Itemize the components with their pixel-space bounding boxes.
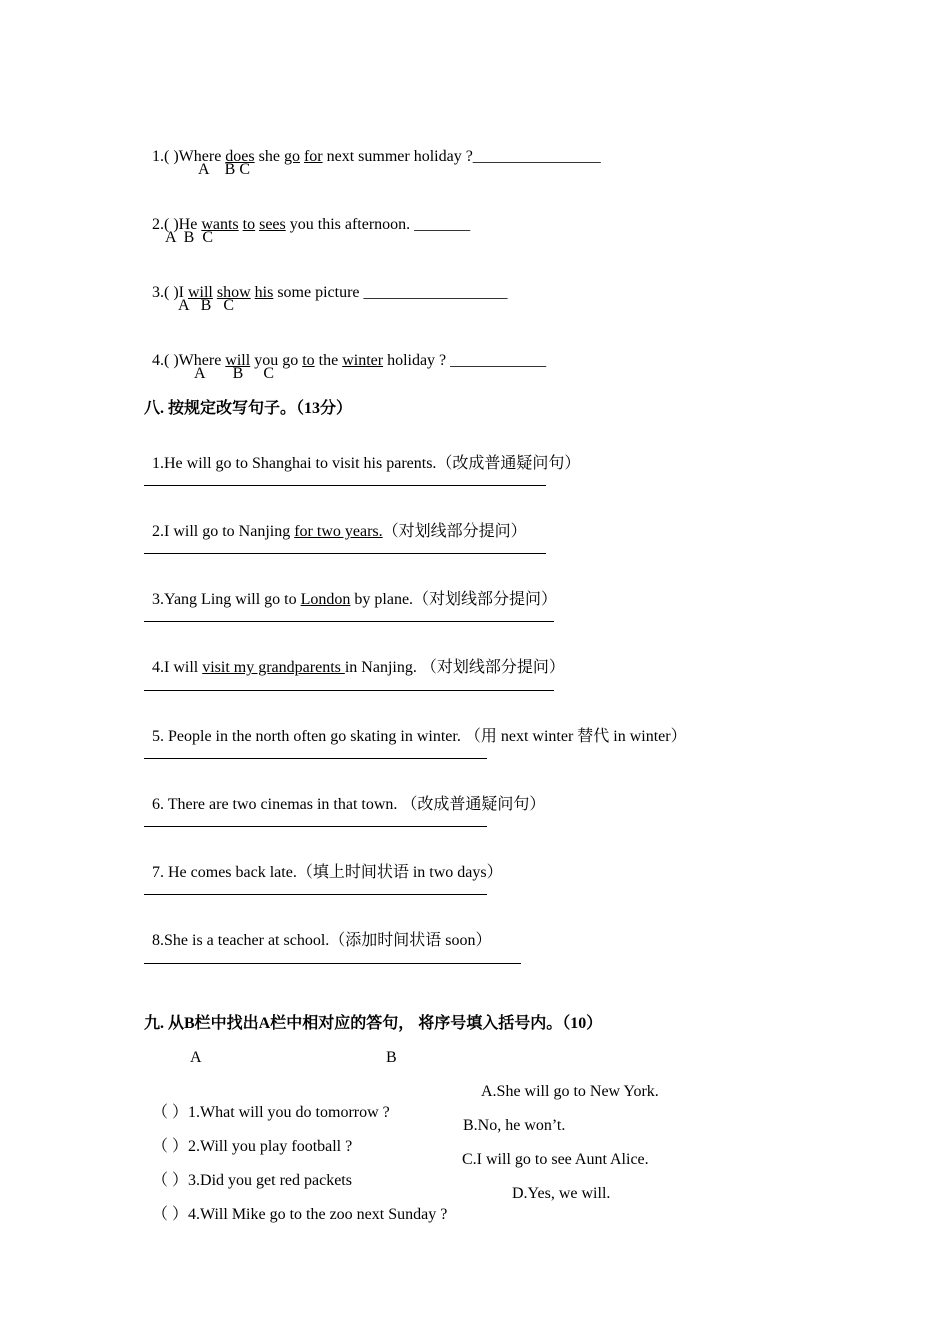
- answer-blank[interactable]: _______: [414, 216, 471, 233]
- instruction-note: （对划线部分提问）: [416, 659, 565, 676]
- instruction-note: （改成普通疑问句）: [436, 455, 581, 472]
- question-text: 1.What will you do tomorrow ?: [188, 1104, 390, 1121]
- rewrite-item-7: 7. He comes back late.（填上时间状语 in two days）: [152, 864, 503, 881]
- answer-blank[interactable]: ____________: [450, 352, 547, 369]
- rewrite-item-3: 3.Yang Ling will go to London by plane.（对划线部分提问）: [152, 591, 558, 608]
- answer-parens[interactable]: （ ）: [152, 1104, 189, 1121]
- answer-parens[interactable]: （ ）: [152, 1138, 189, 1155]
- instruction-note: （用 next winter 替代 in winter）: [464, 728, 687, 745]
- option-a: will: [187, 284, 213, 301]
- rewrite-item-5: 5. People in the north often go skating in winter. （用 next winter 替代 in winter）: [152, 728, 687, 745]
- answer-line[interactable]: [144, 894, 487, 895]
- item-number: 4.( ): [152, 352, 179, 369]
- item-number: 1.( ): [152, 148, 179, 165]
- option-letters: A B C: [165, 229, 214, 246]
- option-c: his: [254, 284, 274, 301]
- rewrite-item-4: 4.I will visit my grandparents in Nanjing. （对划线部分提问）: [152, 659, 565, 676]
- instruction-note: （填上时间状语 in two days）: [296, 864, 503, 881]
- answer-option: D.Yes, we will.: [512, 1185, 611, 1202]
- answer-line[interactable]: [144, 485, 546, 486]
- rewrite-item-6: 6. There are two cinemas in that town. （改成普通疑问句）: [152, 796, 546, 813]
- item-number: 3.( ): [152, 284, 179, 301]
- answer-option: B.No, he won’t.: [463, 1117, 566, 1134]
- item-number: 2.( ): [152, 216, 179, 233]
- error-item-2: 2.( )He wants to sees you this afternoon. _______: [152, 216, 471, 233]
- option-c: for: [303, 148, 323, 165]
- option-c: sees: [259, 216, 286, 233]
- instruction-note: （添加时间状语 soon）: [329, 932, 492, 949]
- answer-blank[interactable]: ________________: [472, 148, 601, 165]
- error-item-4: 4.( )Where will you go to the winter holiday ? ____________: [152, 352, 547, 369]
- column-a-header: A: [190, 1049, 202, 1066]
- option-a: does: [225, 148, 255, 165]
- rewrite-item-1: 1.He will go to Shanghai to visit his parents.（改成普通疑问句）: [152, 455, 581, 472]
- option-b: to: [242, 216, 256, 233]
- answer-blank[interactable]: __________________: [363, 284, 508, 301]
- section-9-heading: 九. 从B栏中找出A栏中相对应的答句， 将序号填入括号内。（10）: [144, 1015, 603, 1032]
- answer-line[interactable]: [144, 826, 487, 827]
- answer-parens[interactable]: （ ）: [152, 1172, 189, 1189]
- answer-line[interactable]: [144, 758, 487, 759]
- answer-parens[interactable]: （ ）: [152, 1206, 189, 1223]
- question-text: 2.Will you play football ?: [188, 1138, 353, 1155]
- option-letters: A B C: [198, 161, 251, 178]
- question-text: 4.Will Mike go to the zoo next Sunday ?: [188, 1206, 448, 1223]
- column-b-header: B: [386, 1049, 397, 1066]
- answer-option: A.She will go to New York.: [481, 1083, 659, 1100]
- match-row: [144, 1185, 447, 1225]
- option-a: will: [225, 352, 251, 369]
- section-8-heading: 八. 按规定改写句子。（13分）: [144, 400, 353, 417]
- answer-line[interactable]: [144, 963, 521, 964]
- error-item-3: 3.( )I will show his some picture __________________: [152, 284, 508, 301]
- instruction-note: （对划线部分提问）: [413, 591, 558, 608]
- instruction-note: （对划线部分提问）: [382, 523, 527, 540]
- answer-option: C.I will go to see Aunt Alice.: [462, 1151, 649, 1168]
- option-letters: A B C: [178, 297, 235, 314]
- instruction-note: （改成普通疑问句）: [401, 796, 546, 813]
- answer-line[interactable]: [144, 553, 546, 554]
- answer-line[interactable]: [144, 621, 554, 622]
- option-b: to: [302, 352, 315, 369]
- rewrite-item-8: 8.She is a teacher at school.（添加时间状语 soon）: [152, 932, 492, 949]
- rewrite-item-2: 2.I will go to Nanjing for two years.（对划线部分提问）: [152, 523, 527, 540]
- option-b: show: [216, 284, 251, 301]
- option-letters: A B C: [194, 365, 275, 382]
- question-text: 3.Did you get red packets: [188, 1172, 352, 1189]
- error-item-1: 1.( )Where does she go for next summer holiday ?________________: [152, 148, 601, 165]
- answer-line[interactable]: [144, 690, 554, 691]
- option-c: winter: [342, 352, 384, 369]
- option-a: wants: [201, 216, 239, 233]
- option-b: go: [283, 148, 300, 165]
